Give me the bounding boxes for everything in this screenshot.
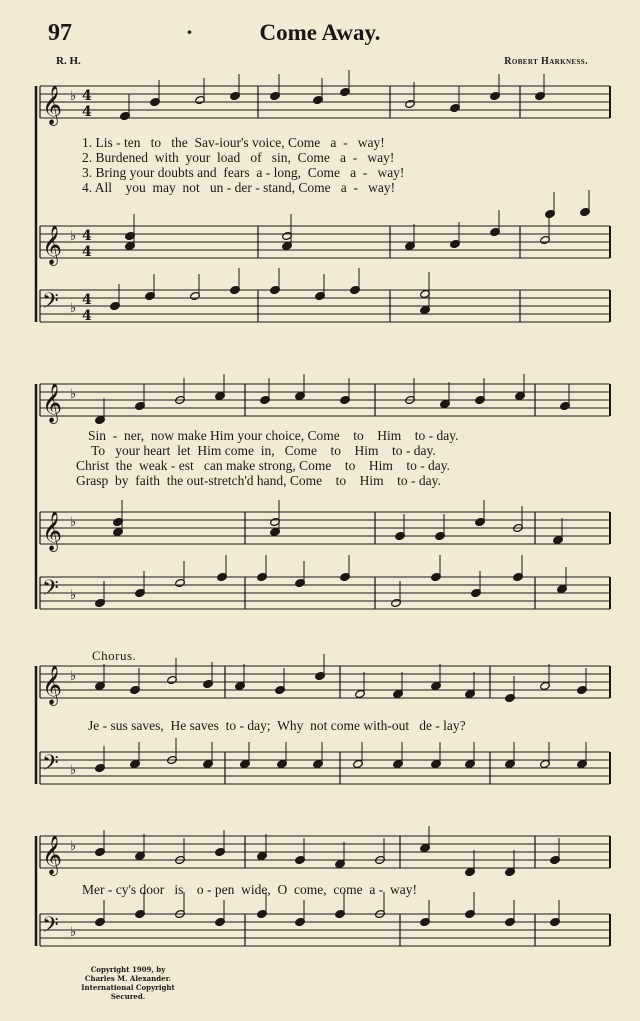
time-signature: 4 [82,88,92,104]
copyright-notice [68,965,188,1001]
verse-line-4: 4. All you may not un - der - stand, Come a - way! [82,180,396,195]
time-signature: 4 [82,292,92,308]
flat-sign-icon: ♭ [70,839,77,854]
treble-clef-icon: 𝄞 [42,225,63,265]
music-attribution: Robert Harkness. [504,56,588,67]
treble-clef-icon: 𝄞 [42,511,63,551]
flat-sign-icon: ♭ [70,925,77,940]
verse-line-6: To your heart let Him come in, Come to Him to - day. [88,443,436,458]
flat-sign-icon: ♭ [70,89,77,104]
copyright-line-3: International Copyright Secured. [81,983,175,1001]
flat-sign-icon: ♭ [70,588,77,603]
copyright-line-1: Copyright 1909, by [90,965,166,974]
words-attribution: R. H. [56,55,81,67]
verse-line-2: 2. Burdened with your load of sin, Come a - way! [82,150,395,165]
treble-clef-icon: 𝄞 [42,85,63,125]
flat-sign-icon: ♭ [70,515,77,530]
time-signature: 4 [82,244,92,260]
time-signature: 4 [82,308,92,324]
flat-sign-icon: ♭ [70,229,77,244]
bass-clef-icon: 𝄢 [42,751,59,781]
verse-line-3: 3. Bring your doubts and fears a - long, Come a - way! [82,165,405,180]
flat-sign-icon: ♭ [70,387,77,402]
time-signature: 4 [82,228,92,244]
verse-line-1: 1. Lis - ten to the Sav-iour's voice, Come a - way! [82,135,385,150]
chorus-line-1: Je - sus saves, He saves to - day; Why not come with-out de - lay? [88,718,466,733]
flat-sign-icon: ♭ [70,301,77,316]
decorative-dot: · [186,20,193,44]
bass-clef-icon: 𝄢 [42,913,59,943]
flat-sign-icon: ♭ [70,669,77,684]
verse-line-7: Christ the weak - est can make strong, Come to Him to - day. [76,458,451,473]
chorus-line-2: Mer - cy's door is o - pen wide, O come, come a - way! [82,882,417,897]
hymn-number: 97 [48,20,72,46]
treble-clef-icon: 𝄞 [42,665,63,705]
bass-clef-icon: 𝄢 [42,289,59,319]
treble-clef-icon: 𝄞 [42,835,63,875]
chorus-label: Chorus. [92,648,137,663]
treble-clef-icon: 𝄞 [42,383,63,423]
flat-sign-icon: ♭ [70,763,77,778]
verse-line-8: Grasp by faith the out-stretch'd hand, Come to Him to - day. [76,473,441,488]
verse-line-5: Sin - ner, now make Him your choice, Come to Him to - day. [88,428,459,443]
copyright-line-2: Charles M. Alexander. [84,974,172,983]
hymn-title: Come Away. [259,20,381,45]
bass-clef-icon: 𝄢 [42,576,59,606]
time-signature: 4 [82,104,92,120]
